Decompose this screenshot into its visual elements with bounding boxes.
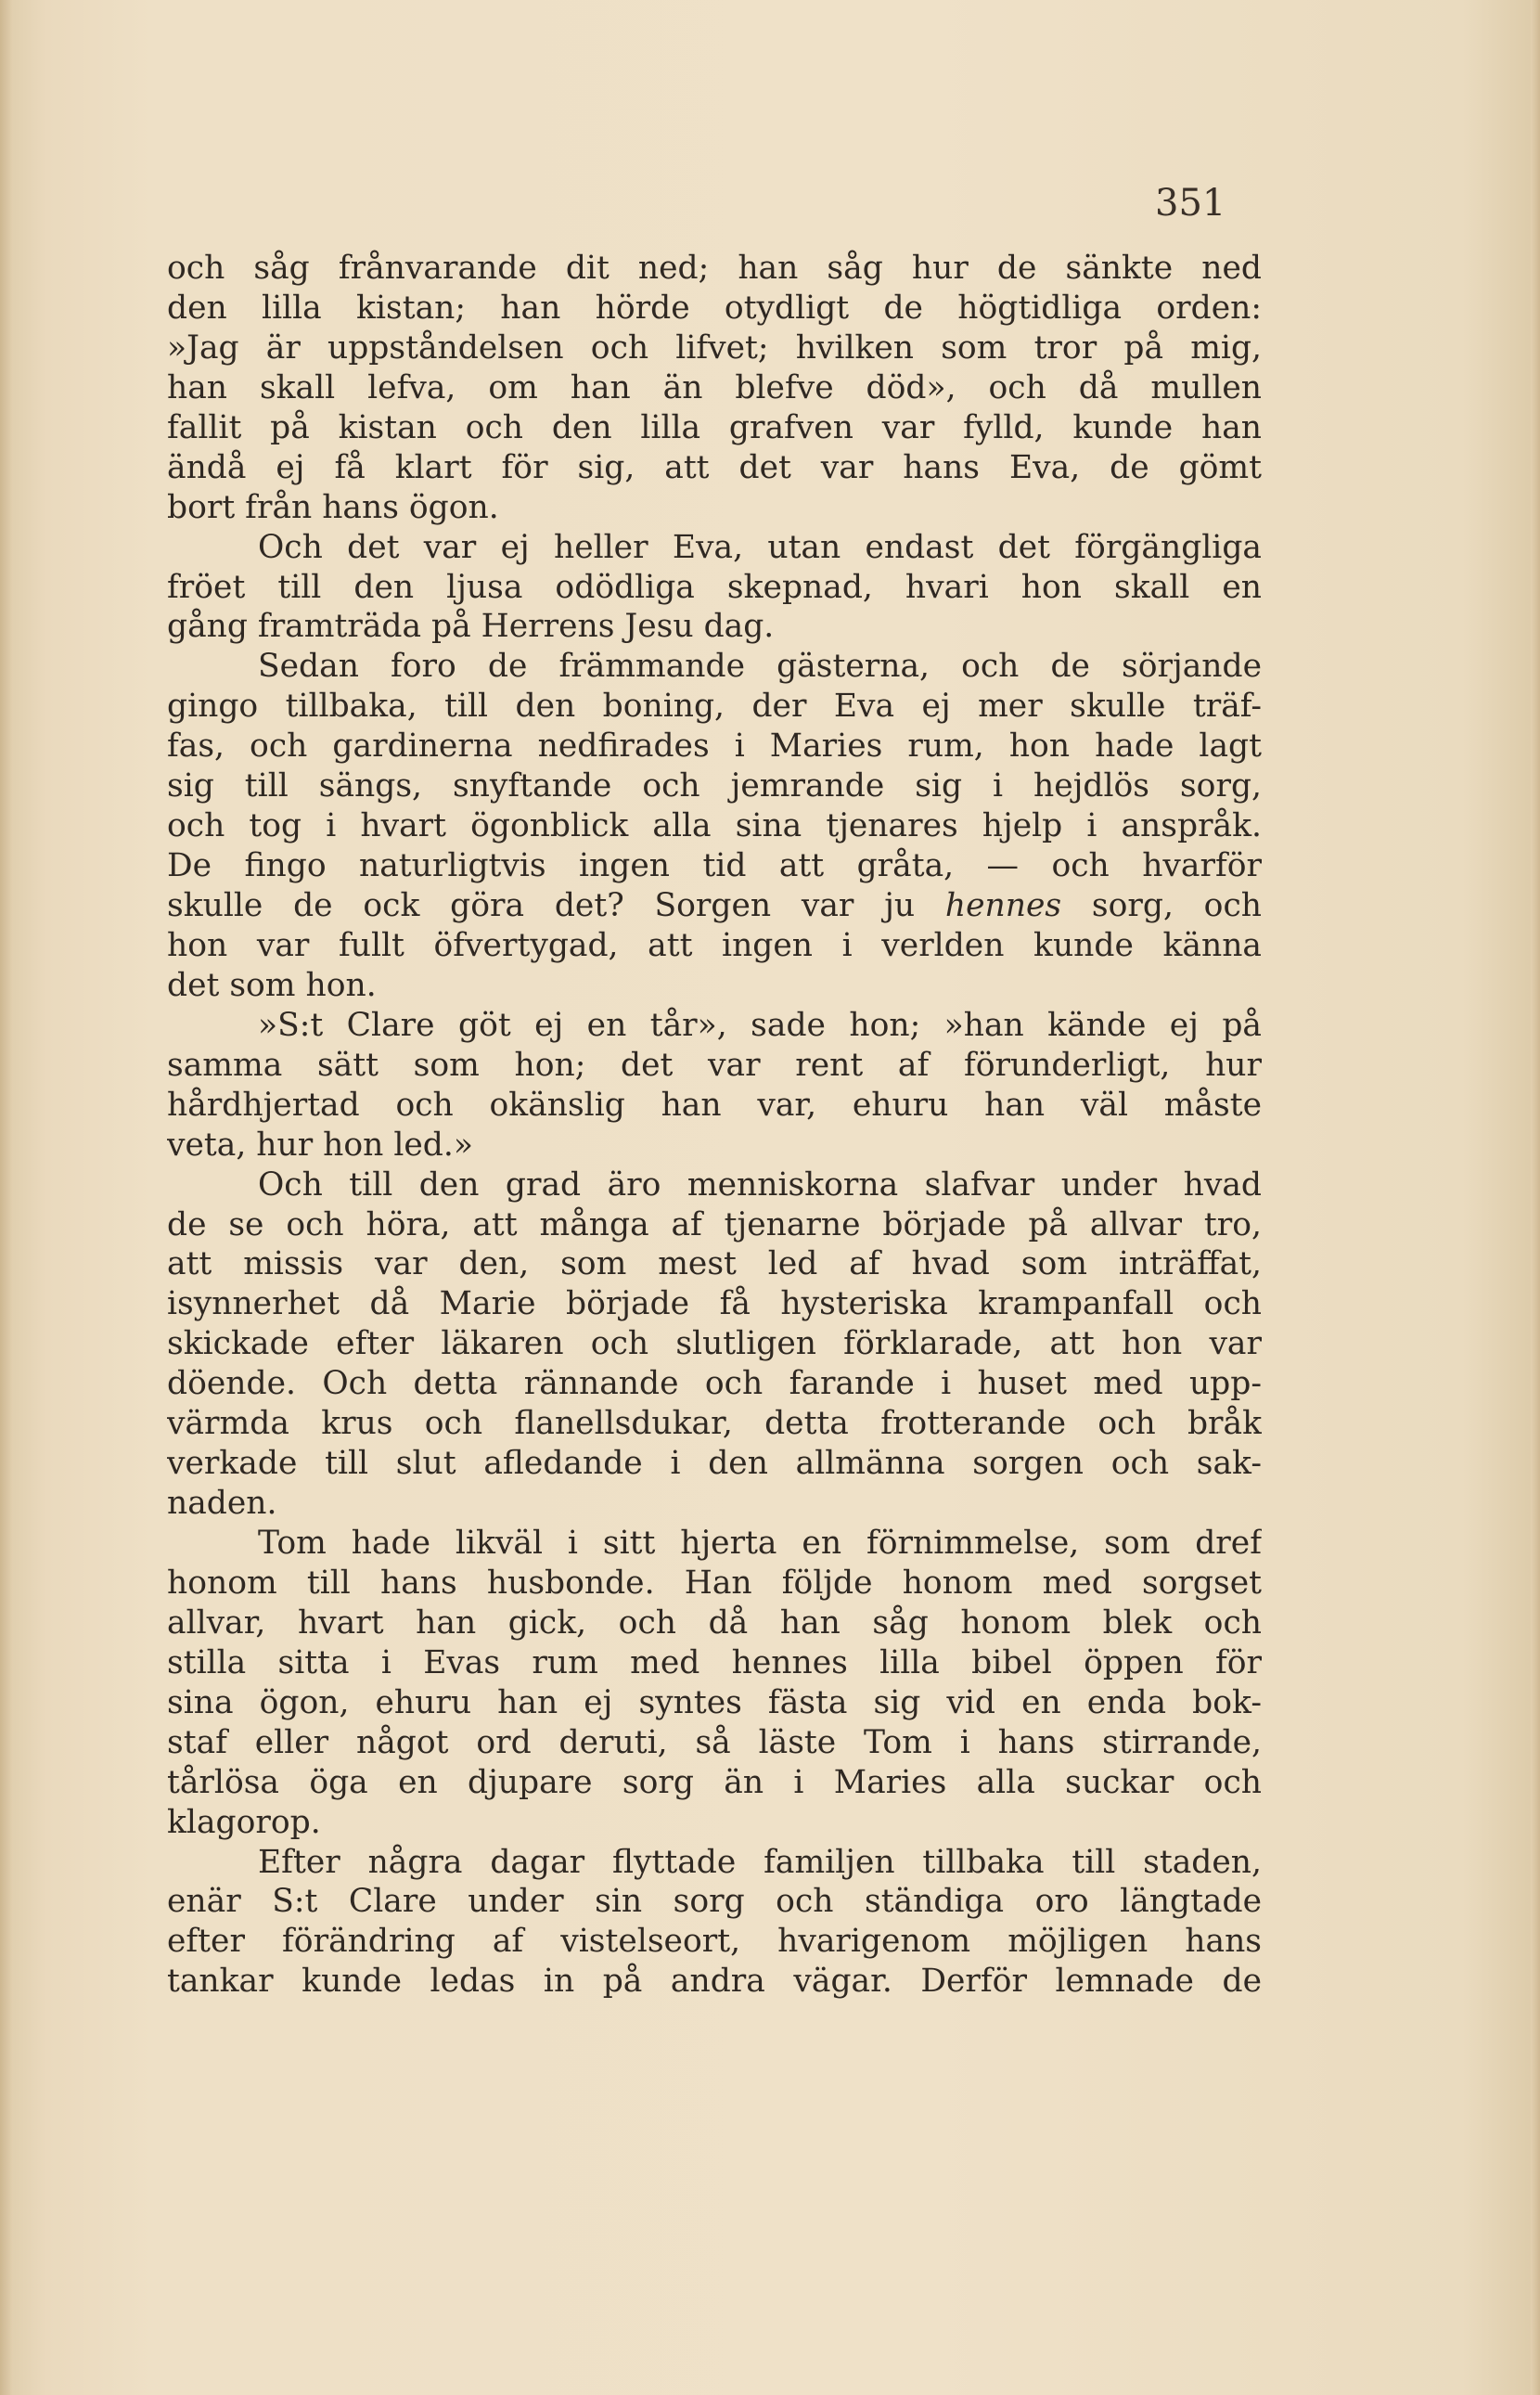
text-line: efter förändring af vistelseort, hvarigenom möjligen hans [167, 1923, 1262, 1961]
page-edge-left [0, 0, 13, 2395]
text-line: hon var fullt öfvertygad, att ingen i verlden kunde känna [167, 926, 1262, 964]
text-line: ändå ej få klart för sig, att det var hans Eva, de gömt [167, 448, 1262, 486]
text-line: naden. [167, 1485, 277, 1523]
text-line: han skall lefva, om han än blefve död», och då mullen [167, 368, 1262, 406]
text-line: de se och höra, att många af tjenarne började på allvar tro, [167, 1205, 1262, 1243]
text-line: och såg frånvarande dit ned; han såg hur de sänkte ned [167, 250, 1262, 287]
text-line: Tom hade likväl i sitt hjerta en förnimmelse, som dref [258, 1525, 1262, 1562]
text-line: sig till sängs, snyftande och jemrande sig i hejdlös sorg, [167, 767, 1262, 805]
text-line: enär S:t Clare under sin sorg och ständiga oro längtade [167, 1883, 1262, 1921]
text-line: Sedan foro de främmande gästerna, och de sörjande [258, 648, 1262, 686]
emphasized-word: hennes [944, 887, 1062, 924]
text-line: klagorop. [167, 1803, 321, 1841]
text-line: att missis var den, som mest led af hvad som inträffat, [167, 1245, 1262, 1283]
text-line: fallit på kistan och den lilla grafven var fylld, kunde han [167, 408, 1262, 446]
text-line: det som hon. [167, 966, 377, 1004]
text-line: verkade till slut afledande i den allmänna sorgen och sak- [167, 1445, 1262, 1483]
text-line: staf eller något ord deruti, så läste Tom i hans stirrande, [167, 1723, 1262, 1761]
text-line: honom till hans husbonde. Han följde honom med sorgset [167, 1564, 1262, 1602]
text-line: »Jag är uppståndelsen och lifvet; hvilken som tror på mig, [167, 328, 1262, 367]
text-line: fas, och gardinerna nedfirades i Maries rum, hon hade lagt [167, 728, 1262, 766]
text-line: och tog i hvart ögonblick alla sina tjenares hjelp i anspråk. [167, 807, 1262, 845]
text-line: gång framträda på Herrens Jesu dag. [167, 608, 775, 646]
text-line: tårlösa öga en djupare sorg än i Maries alla suckar och [167, 1763, 1262, 1801]
text-line: skickade efter läkaren och slutligen förklarade, att hon var [167, 1325, 1262, 1363]
text-line: Och till den grad äro menniskorna slafvar under hvad [258, 1165, 1262, 1204]
text-line: stilla sitta i Evas rum med hennes lilla bibel öppen för [167, 1643, 1262, 1681]
text-line: den lilla kistan; han hörde otydligt de högtidliga orden: [167, 289, 1262, 327]
text-line: sina ögon, ehuru han ej syntes fästa sig vid en enda bok- [167, 1683, 1262, 1721]
text-line: skulle de ock göra det? Sorgen var ju hennes sorg, och [167, 887, 1262, 924]
page-number: 351 [1155, 182, 1226, 225]
text-line: samma sätt som hon; det var rent af förunderligt, hur [167, 1046, 1262, 1084]
text-line: De fingo naturligtvis ingen tid att gråta, — och hvarför [167, 847, 1262, 885]
text-line: »S:t Clare göt ej en tår», sade hon; »han kände ej på [258, 1006, 1262, 1044]
body-text [167, 249, 1262, 2002]
text-line: allvar, hvart han gick, och då han såg honom blek och [167, 1603, 1262, 1642]
text-line: isynnerhet då Marie började få hysteriska krampanfall och [167, 1285, 1262, 1323]
text-line: Och det var ej heller Eva, utan endast det förgängliga [258, 528, 1262, 566]
text-line: veta, hur hon led.» [167, 1126, 473, 1164]
text-line: Efter några dagar flyttade familjen tillbaka till staden, [258, 1843, 1262, 1881]
text-line: tankar kunde ledas in på andra vägar. Derför lemnade de [167, 1963, 1262, 2001]
page-edge-right [1531, 0, 1540, 2395]
text-line: bort från hans ögon. [167, 488, 499, 526]
text-line: värmda krus och flanellsdukar, detta frotterande och bråk [167, 1405, 1262, 1443]
text-line: döende. Och detta rännande och farande i huset med upp- [167, 1365, 1262, 1403]
text-line: hårdhjertad och okänslig han var, ehuru han väl måste [167, 1086, 1262, 1124]
text-line: gingo tillbaka, till den boning, der Eva ej mer skulle träf- [167, 688, 1262, 726]
text-line: fröet till den ljusa odödliga skepnad, hvari hon skall en [167, 568, 1262, 606]
